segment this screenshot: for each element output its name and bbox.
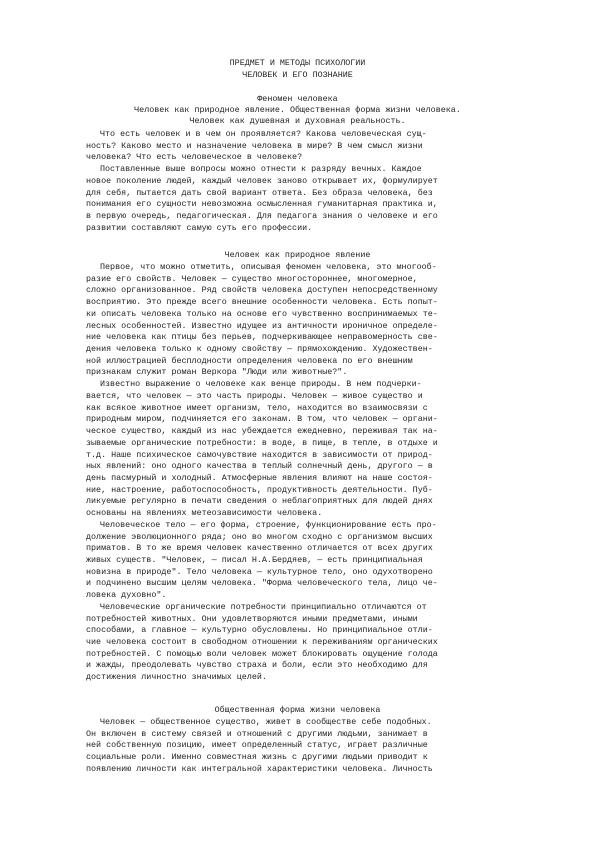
text-line: как всякое животное имеет организм, тело, находится во взаимосвязи с xyxy=(86,402,428,413)
text-line: Он включен в систему связей и отношений с другими людьми, занимает в xyxy=(86,728,428,739)
text-line: основаны на явлениях метеозависимости человека. xyxy=(86,508,323,519)
text-line: понимания его сущности невозможна осмысленная гуманитарная практика и, xyxy=(86,199,438,210)
text-line: дения человека только к одному свойству — прямохождению. Художествен- xyxy=(86,344,433,355)
text-line: Человеческое тело — его форма, строение, функционирование есть про- xyxy=(100,519,437,530)
text-line: социальные роли. Именно совместная жизнь с другими людьми приводит к xyxy=(86,752,428,763)
text-line: новизна в природе". Тело человека — культурное тело, оно одухотворено xyxy=(86,566,433,577)
text-line: приматов. В то же время человек качественно отличается от всех других xyxy=(86,543,433,554)
text-line: зываемые органические потребности: в воде, в пище, в тепле, в отдыхе и xyxy=(86,437,438,448)
text-line: Человек — общественное существо, живет в сообществе себе подобных. xyxy=(100,717,432,727)
text-line: потребностей. С помощью воли человек может блокировать ощущение голода xyxy=(86,648,438,659)
text-line: появлению личности как интегральной характеристики человека. Личность xyxy=(86,763,433,774)
text-line: ных явлений: оно одного качества в теплый солнечный день, другого — в xyxy=(86,461,433,472)
text-line: ность? Каково место и назначение человека в мире? В чем смысл жизни xyxy=(86,140,423,151)
text-line: способами, а главное — культурно обусловлены. Но принципиальное отли- xyxy=(86,625,433,636)
text-line: признакам служит роман Веркора "Люди или животные?". xyxy=(86,367,348,378)
text-line: Известно выражение о человеке как венце природы. В нем подчерки- xyxy=(100,379,422,390)
text-line: т.д. Наше психическое самочувствие находится в зависимости от природ- xyxy=(86,449,433,460)
text-line: Что есть человек и в чем он проявляется? Какова человеческая сущ- xyxy=(100,129,427,139)
text-line: должение эволюционного ряда; оно во многом сходно с организмом высших xyxy=(86,531,433,542)
text-line: живых существ. "Человек, — писал Н.А.Бердяев, — есть принципиальная xyxy=(86,555,423,565)
section-subheading-2: Человек как душевная и духовная реальность. xyxy=(189,116,406,126)
text-line: вается, что человек — это часть природы. Человек — живое существо и xyxy=(86,390,423,401)
text-line: ликуемые регулярно в печати сведения о неблагоприятных для людей днях xyxy=(86,496,433,507)
text-line: Первое, что можно отметить, описывая феномен человека, это многооб- xyxy=(100,262,437,272)
text-line: разие его свойств. Человек — существо многостороннее, многомерное, xyxy=(86,273,418,284)
text-line: и жажды, преодолевать чувство страха и боли, если это необходимо для xyxy=(86,660,428,671)
text-line: ческое существо, каждый из нас убеждается ежедневно, переживая так на- xyxy=(86,426,438,437)
document-subtitle: ЧЕЛОВЕК И ЕГО ПОЗНАНИЕ xyxy=(242,70,353,80)
text-line: человека? Что есть человеческое в человеке? xyxy=(86,152,303,163)
text-line: в первую очередь, педагогическая. Для педагога знания о человеке и его xyxy=(86,210,438,221)
text-line: лесных особенностей. Известно идущее из античности ироничное определе- xyxy=(86,320,438,331)
text-line: и подчинено высшим целям человека. "Форма человеческого тела, лицо че- xyxy=(86,578,438,589)
text-line: Поставленные выше вопросы можно отнести к разряду вечных. Каждое xyxy=(100,164,422,175)
text-line: сложно организованное. Ряд свойств человека доступен непосредственному xyxy=(86,285,438,296)
text-line: Человеческие органические потребности принципиально отличаются от xyxy=(100,601,427,612)
text-line: ловека духовно". xyxy=(86,590,167,601)
text-line: для себя, пытается дать свой вариант ответа. Без образа человека, без xyxy=(86,187,433,198)
text-line: развитии составляют самую суть его профессии. xyxy=(86,222,313,233)
text-line: достижения личностно значимых целей. xyxy=(86,672,267,683)
document-title: ПРЕДМЕТ И МЕТОДЫ ПСИХОЛОГИИ xyxy=(229,58,366,68)
section-heading-social: Общественная форма жизни человека xyxy=(214,705,381,715)
text-line: восприятию. Это прежде всего внешние особенности человека. Есть попыт- xyxy=(86,297,438,308)
text-line: ние, настроение, работоспособность, продуктивность деятельности. Пуб- xyxy=(86,484,433,495)
text-line: ной иллюстрацией бесплодности определения человека по его внешним xyxy=(86,355,413,366)
text-line: ки описать человека только на основе его чувственно воспринимаемых те- xyxy=(86,308,438,319)
text-line: новое поколение людей, каждый человек заново открывает их, формулирует xyxy=(86,175,438,186)
text-line: ние человека как птицы без перьев, подчеркивающее неправомерность све- xyxy=(86,332,438,343)
section-heading-natural: Человек как природное явление xyxy=(224,250,371,260)
text-line: природным миром, подчиняется его законам. В том, что человек — органи- xyxy=(86,414,438,425)
text-line: ней собственную позицию, имеет определенный статус, играет различные xyxy=(86,740,428,751)
text-line: чие человека состоит в свободном отношении к переживаниям органических xyxy=(86,637,438,648)
section-subheading-1: Человек как природное явление. Общественная форма жизни человека. xyxy=(134,105,461,115)
section-heading-phenomenon: Феномен человека xyxy=(257,94,338,104)
text-line: потребностей животных. Они удовлетворяются иными предметами, иными xyxy=(86,613,418,624)
text-line: день пасмурный и холодный. Атмосферные явления влияют на наше состоя- xyxy=(86,472,433,483)
